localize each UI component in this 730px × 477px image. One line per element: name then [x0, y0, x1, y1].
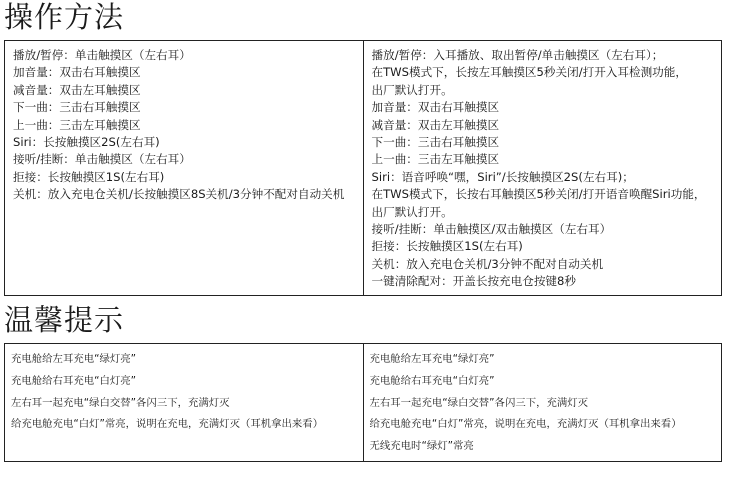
- tips-left-line: 充电舱给左耳充电“绿灯亮”: [11, 353, 137, 365]
- operation-right-line: 出厂默认打开。: [371, 204, 453, 219]
- operation-right-line: 拒接：长按触摸区1S(左右耳): [371, 239, 523, 254]
- operation-right-line: Siri：语音呼唤“嘿，Siri”/长按触摸区2S(左右耳)；: [371, 169, 634, 184]
- operation-left-line: Siri：长按触摸区2S(左右耳): [13, 135, 160, 150]
- operation-right-line: 接听/挂断：单击触摸区/双击触摸区（左右耳）: [371, 222, 612, 237]
- operation-left-column: [5, 41, 364, 295]
- operation-left-line: 播放/暂停：单击触摸区（左右耳）: [13, 48, 191, 62]
- operation-right-line: 出厂默认打开。: [371, 82, 453, 97]
- operation-right-line: 在TWS模式下，长按右耳触摸区5秒关闭/打开语音唤醒Siri功能，: [371, 187, 706, 202]
- tips-left-line: 给充电舱充电“白灯”常亮，说明在充电，充满灯灭（耳机拿出来看）: [11, 418, 324, 431]
- operation-left-line: 下一曲：三击右耳触摸区: [13, 100, 141, 115]
- operation-left-line: 减音量：双击左耳触摸区: [13, 82, 141, 97]
- operation-left-line: 上一曲：三击左耳触摸区: [13, 117, 141, 132]
- operation-heading: 操作方法: [4, 0, 125, 34]
- operation-right-line: 播放/暂停：入耳播放、取出暂停/单击触摸区（左右耳）；: [371, 48, 664, 62]
- operation-right-line: 下一曲：三击右耳触摸区: [371, 135, 500, 150]
- operation-right-column: [364, 41, 722, 295]
- operation-right-line: 减音量：双击左耳触摸区: [371, 117, 500, 132]
- operation-right-line: 上一曲：三击左耳触摸区: [371, 152, 500, 167]
- tips-table: [4, 343, 722, 462]
- operation-right-line: 关机：放入充电仓关机/3分钟不配对自动关机: [371, 256, 604, 271]
- operation-left-line: 加音量：双击右耳触摸区: [13, 65, 141, 80]
- tips-right-line: 无线充电时“绿灯”常亮: [369, 440, 474, 453]
- operation-right-line: 加音量：双击右耳触摸区: [371, 100, 500, 115]
- operation-right-line: 一键清除配对：开盖长按充电仓按键8秒: [371, 274, 576, 289]
- tips-right-line: 充电舱给右耳充电“白灯亮”: [369, 374, 495, 387]
- tips-right-line: 左右耳一起充电“绿白交替”各闪三下，充满灯灭: [369, 396, 589, 409]
- tips-right-line: 充电舱给左耳充电“绿灯亮”: [369, 353, 495, 365]
- tips-right-column: [364, 344, 722, 461]
- operation-table: [4, 40, 722, 296]
- tips-left-column: [5, 344, 364, 461]
- tips-left-line: 充电舱给右耳充电“白灯亮”: [11, 374, 137, 387]
- operation-left-line: 关机：放入充电仓关机/长按触摸区8S关机/3分钟不配对自动关机: [13, 187, 345, 202]
- operation-right-line: 在TWS模式下，长按左耳触摸区5秒关闭/打开入耳检测功能，: [371, 65, 687, 80]
- tips-right-line: 给充电舱充电“白灯”常亮，说明在充电，充满灯灭（耳机拿出来看）: [369, 418, 682, 431]
- operation-left-line: 拒接：长按触摸区1S(左右耳): [13, 169, 165, 184]
- tips-heading: 温馨提示: [4, 303, 125, 337]
- operation-left-line: 接听/挂断：单击触摸区（左右耳）: [13, 152, 191, 167]
- tips-left-line: 左右耳一起充电“绿白交替”各闪三下，充满灯灭: [11, 396, 230, 409]
